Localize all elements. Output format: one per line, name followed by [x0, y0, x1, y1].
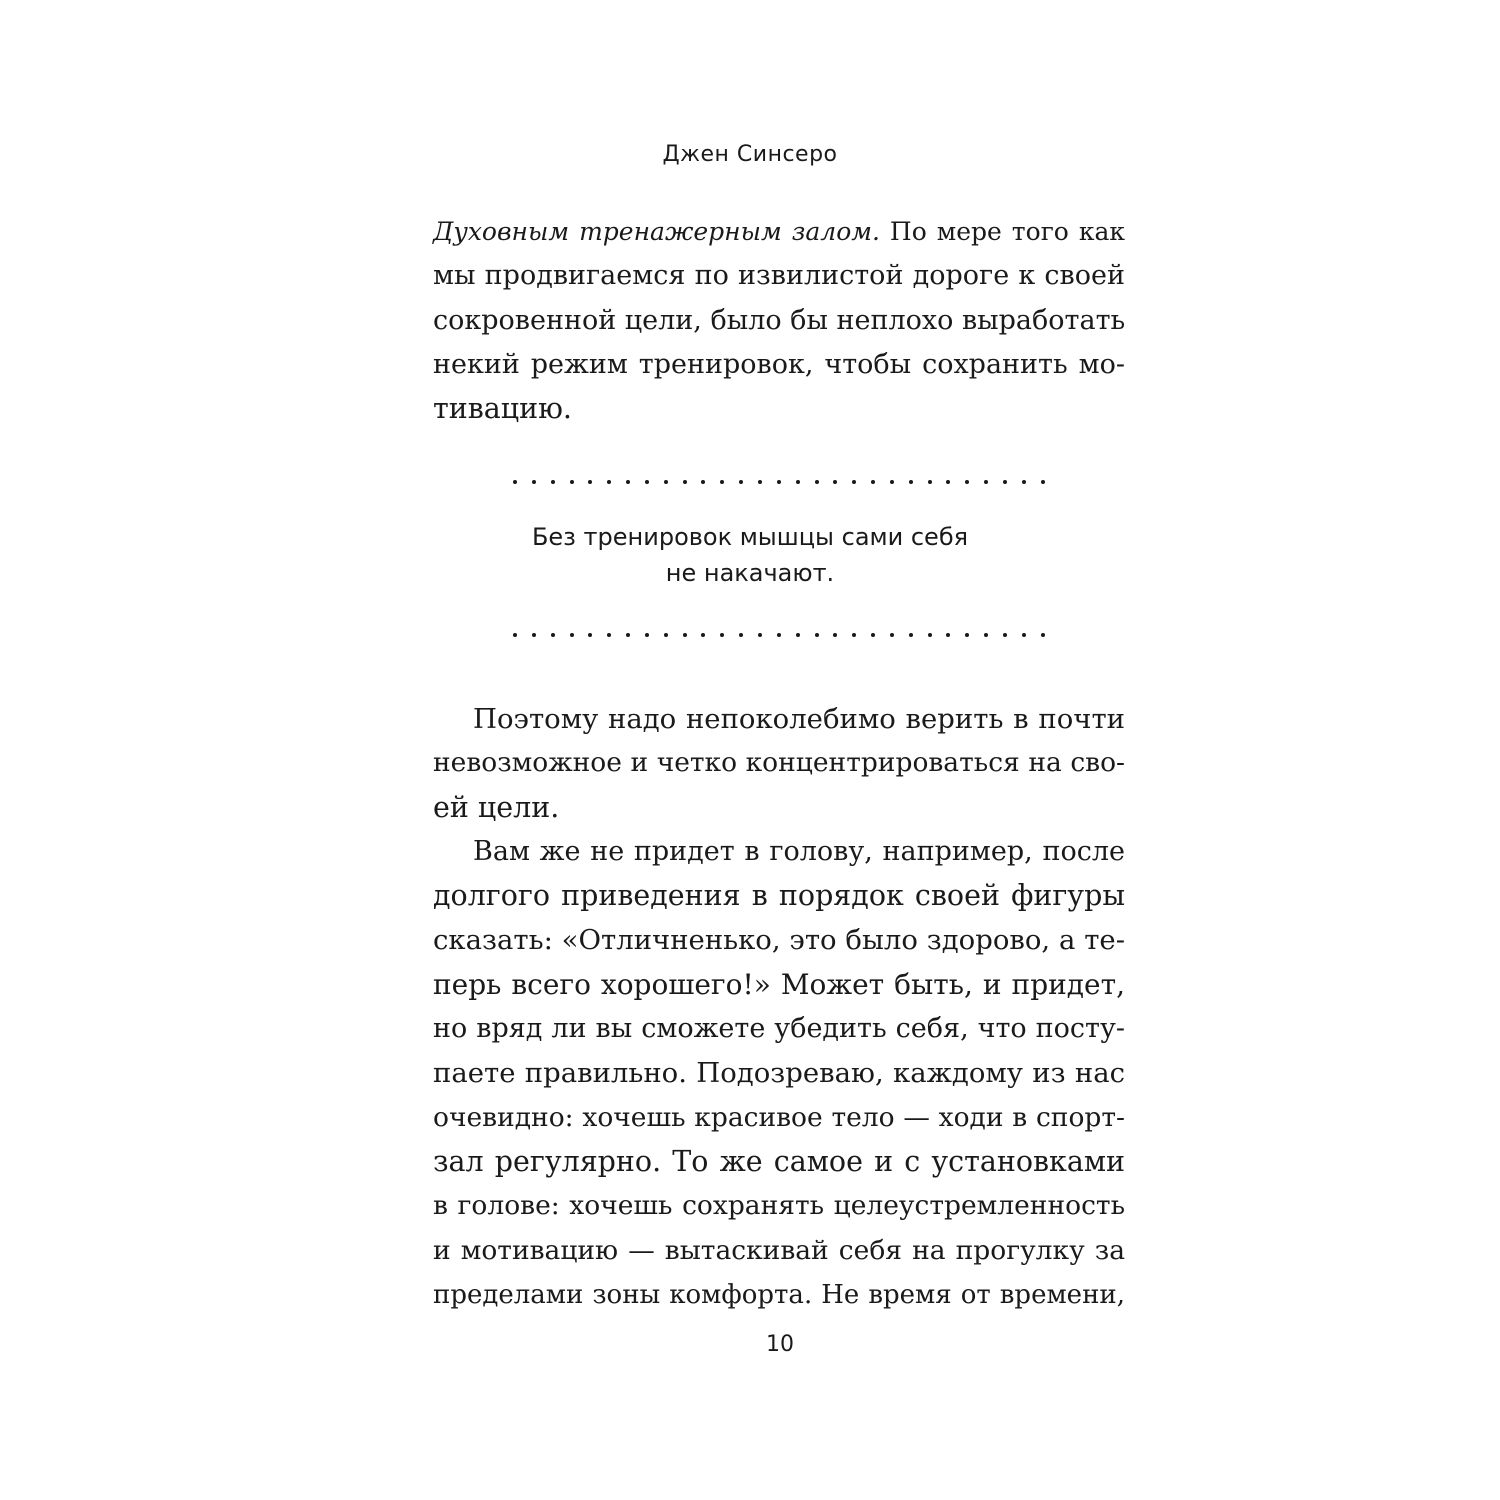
paragraph-1-line-1-rest: По мере того как: [879, 217, 1125, 246]
paragraph-1: [433, 210, 1125, 431]
paragraph-1-line-5: тивацию.: [433, 392, 572, 426]
paragraph-3-line: но вряд ли вы сможете убедить себя, что посту-: [433, 1013, 1125, 1045]
paragraph-3-line: очевидно: хочешь красивое тело — ходи в спорт-: [433, 1101, 1125, 1133]
emphasized-phrase: Духовным тренажерным залом.: [433, 217, 880, 246]
paragraph-2-line: ей цели.: [433, 790, 560, 824]
paragraph-3-line: зал регулярно. То же самое и с установками: [433, 1144, 1125, 1178]
body-text: [433, 697, 1125, 1317]
dotted-divider-bottom: [513, 632, 1045, 638]
paragraph-3-line: пределами зоны комфорта. Не время от времени,: [433, 1279, 1125, 1310]
pull-quote: [0, 519, 1500, 591]
paragraph-3-line: сказать: «Отличненько, это было здорово, а те-: [433, 924, 1125, 957]
paragraph-1-line-3: сокровенной цели, было бы неплохо выработать: [433, 304, 1126, 336]
page-number: 10: [766, 1332, 794, 1357]
running-head: Джен Синсеро: [662, 142, 838, 167]
paragraph-1-line-1: [433, 210, 1125, 254]
pull-quote-line-1: Без тренировок мышцы сами себя: [531, 523, 969, 551]
paragraph-3-line: долгого приведения в порядок своей фигуры: [433, 879, 1125, 913]
paragraph-3-line: Вам же не придет в голову, например, после: [473, 835, 1125, 867]
paragraph-3-line: в голове: хочешь сохранять целеустремленность: [433, 1190, 1125, 1222]
paragraph-2-line: невозможное и четко концентрироваться на сво-: [433, 747, 1125, 779]
paragraph-1-line-4: некий режим тренировок, чтобы сохранить мо-: [433, 348, 1125, 380]
paragraph-2-line: Поэтому надо непоколебимо верить в почти: [473, 703, 1125, 735]
pull-quote-line-2: не накачают.: [665, 559, 835, 587]
paragraph-1-line-2: мы продвигаемся по извилистой дороге к своей: [433, 260, 1125, 292]
paragraph-3-line: паете правильно. Подозреваю, каждому из нас: [433, 1057, 1125, 1090]
paragraph-3-line: и мотивацию — вытаскивай себя на прогулку за: [433, 1234, 1125, 1266]
paragraph-3-line: перь всего хорошего!» Может быть, и придет,: [433, 967, 1125, 1001]
dotted-divider-top: [513, 479, 1045, 485]
